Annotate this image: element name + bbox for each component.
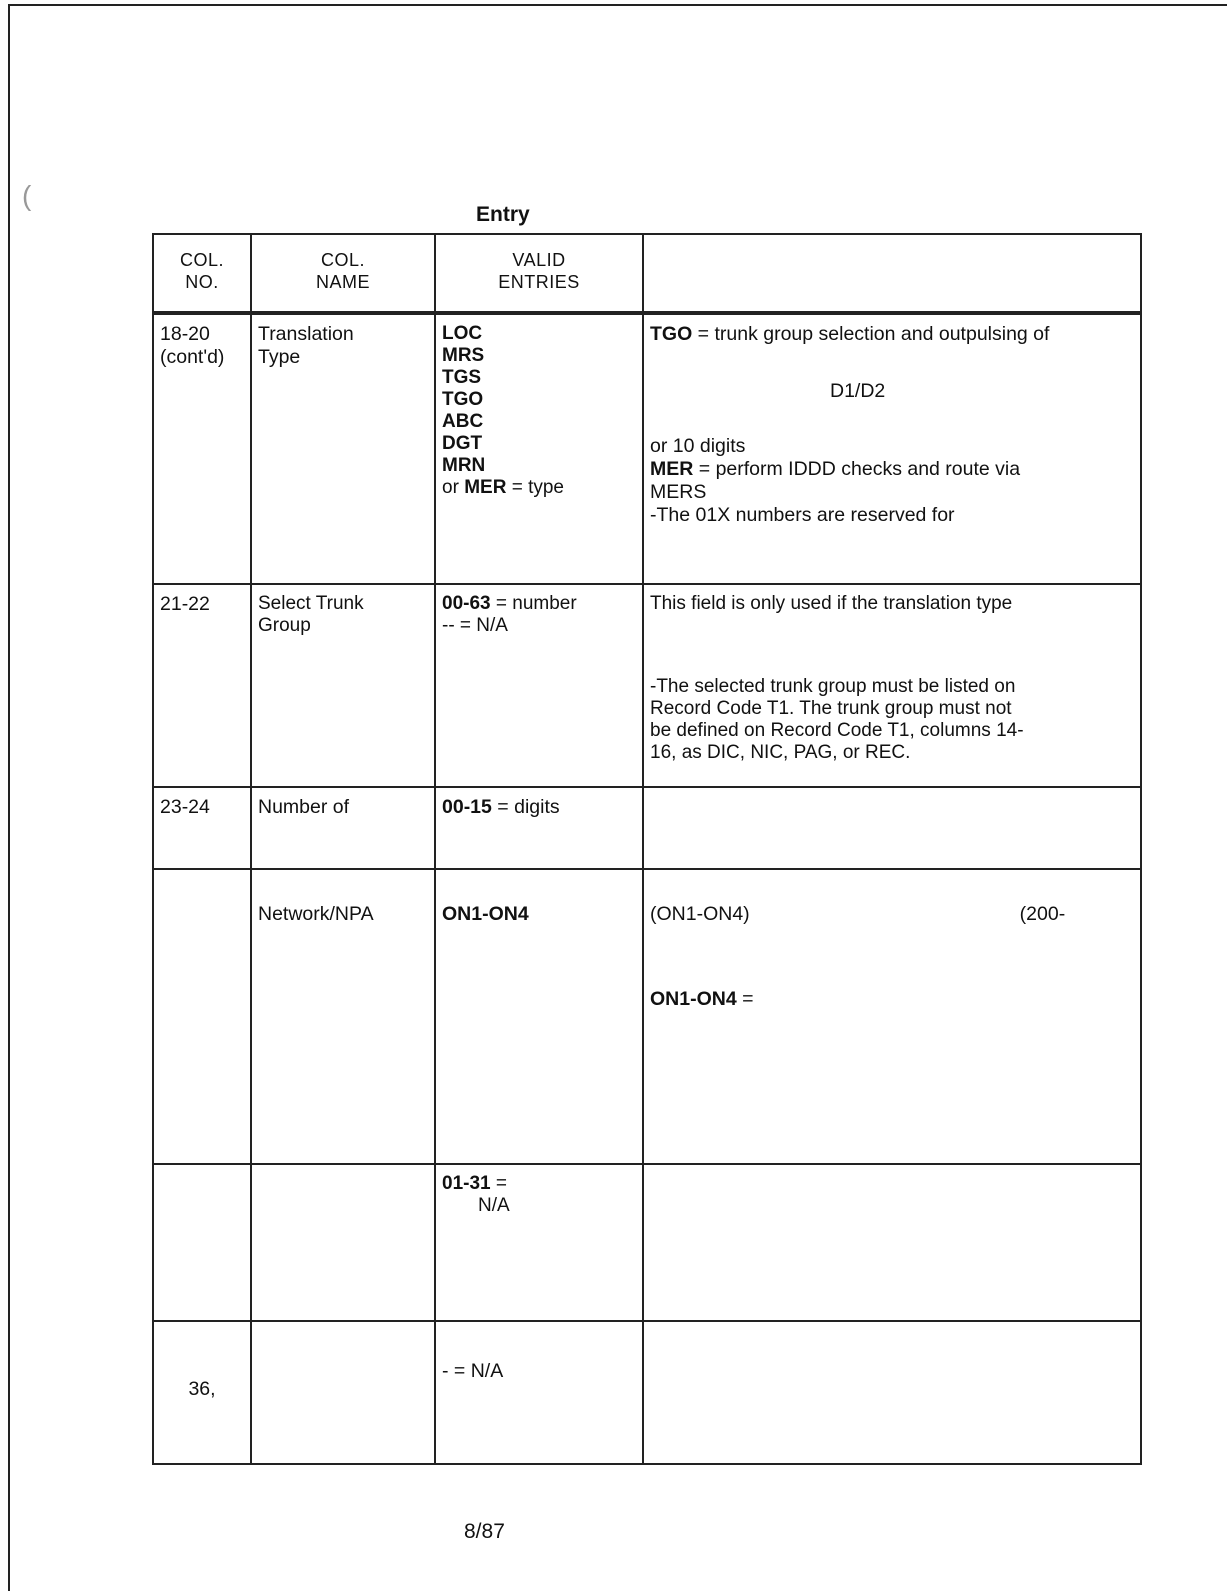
row1-col-no xyxy=(154,315,250,583)
desc-on1-on4 xyxy=(650,988,1134,1011)
row1-col-no-line1: 18-20 xyxy=(160,323,210,345)
row2-description xyxy=(642,585,1140,786)
valid-mer-rest: = type xyxy=(506,477,564,498)
row6-col-no-line1: 36, xyxy=(188,1378,216,1400)
row5-col-name xyxy=(250,1165,434,1320)
row4-col-no xyxy=(154,870,250,1163)
row5-description xyxy=(642,1165,1140,1320)
valid-00-15-code: 00-15 xyxy=(442,796,492,818)
row3-col-no xyxy=(154,788,250,868)
table-row xyxy=(154,315,1140,585)
row4-description xyxy=(642,870,1140,1163)
valid-mer-prefix: or xyxy=(442,477,465,498)
header-valid-line2: ENTRIES xyxy=(498,272,580,292)
desc-01x: -The 01X numbers are reserved for xyxy=(650,504,955,526)
header-description xyxy=(642,235,1140,311)
row4-valid xyxy=(434,870,642,1163)
valid-na: -- = N/A xyxy=(442,615,508,636)
scan-border-left xyxy=(8,4,10,1591)
row6-valid xyxy=(434,1322,642,1463)
row2-col-name xyxy=(250,585,434,786)
desc-tgo-code: TGO xyxy=(650,323,693,345)
valid-00-63-code: 00-63 xyxy=(442,593,491,614)
row3-col-name-line1: Number of xyxy=(258,796,350,818)
row6-col-no xyxy=(154,1322,250,1463)
table-row xyxy=(154,788,1140,870)
desc-mer-text: = perform IDDD checks and route via xyxy=(693,458,1021,480)
desc-mer xyxy=(650,458,1134,481)
desc-translation-type: This field is only used if the translation type xyxy=(650,593,1013,614)
valid-00-15-text: = digits xyxy=(491,796,560,818)
desc-d1d2: D1/D2 xyxy=(830,380,886,402)
valid-abc: ABC xyxy=(442,411,484,432)
desc-on-range xyxy=(650,903,1134,926)
table-header-row xyxy=(154,235,1140,315)
row4-col-name xyxy=(250,870,434,1163)
desc-tgo-text: = trunk group selection and outpulsing of xyxy=(692,323,1050,345)
valid-00-63 xyxy=(442,593,636,615)
row6-description xyxy=(642,1322,1140,1463)
valid-00-63-text: = number xyxy=(490,593,577,614)
table-row xyxy=(154,870,1140,1165)
desc-mer-code: MER xyxy=(650,458,694,480)
valid-01-31-code: 01-31 xyxy=(442,1173,491,1194)
scan-speck: ( xyxy=(22,180,32,211)
scan-border-top xyxy=(8,4,1227,6)
row3-col-name xyxy=(250,788,434,868)
valid-tgs: TGS xyxy=(442,367,482,388)
row1-col-name xyxy=(250,315,434,583)
header-col-name-line1: COL. xyxy=(320,250,365,270)
valid-mrn: MRN xyxy=(442,455,486,476)
header-col-no xyxy=(154,235,250,311)
row2-col-name-line2: Group xyxy=(258,615,311,636)
desc-200: (200- xyxy=(1019,903,1066,925)
valid-00-15 xyxy=(442,796,636,819)
valid-tgo: TGO xyxy=(442,389,484,410)
valid-loc: LOC xyxy=(442,323,483,344)
table-row xyxy=(154,585,1140,788)
row1-col-no-line2: (cont'd) xyxy=(160,346,225,368)
row4-col-name-line1: Network/NPA xyxy=(258,903,374,925)
row2-col-no xyxy=(154,585,250,786)
entry-title: Entry xyxy=(476,203,530,226)
desc-trunk-listed: -The selected trunk group must be listed on xyxy=(650,676,1016,697)
desc-defined: be defined on Record Code T1, columns 14- xyxy=(650,720,1024,741)
entry-table xyxy=(152,233,1142,1465)
desc-10-digits: or 10 digits xyxy=(650,435,746,457)
valid-dgt: DGT xyxy=(442,433,483,454)
row5-valid xyxy=(434,1165,642,1320)
valid-on1-on4: ON1-ON4 xyxy=(442,903,529,925)
page-footer-date: 8/87 xyxy=(464,1520,505,1543)
header-col-name xyxy=(250,235,434,311)
desc-mers: MERS xyxy=(650,481,707,503)
desc-dic-nic: 16, as DIC, NIC, PAG, or REC. xyxy=(650,742,911,763)
row3-description xyxy=(642,788,1140,868)
desc-record-code: Record Code T1. The trunk group must not xyxy=(650,698,1012,719)
row2-col-no-line1: 21-22 xyxy=(160,593,210,615)
valid-dash-na: - = N/A xyxy=(442,1360,504,1382)
row2-valid xyxy=(434,585,642,786)
header-col-no-line1: COL. xyxy=(179,250,224,270)
desc-tgo xyxy=(650,323,1134,346)
header-valid-entries xyxy=(434,235,642,311)
header-valid-line1: VALID xyxy=(512,250,566,270)
row3-col-no-line1: 23-24 xyxy=(160,796,210,818)
row1-description xyxy=(642,315,1140,583)
row1-col-name-line2: Type xyxy=(258,346,301,368)
desc-on1-on4-code: ON1-ON4 xyxy=(650,988,737,1010)
valid-01-31 xyxy=(442,1173,636,1195)
row1-col-name-line1: Translation xyxy=(258,323,354,345)
row1-valid xyxy=(434,315,642,583)
row6-col-name xyxy=(250,1322,434,1463)
valid-mer-code: MER xyxy=(464,477,507,498)
valid-01-31-equals: = xyxy=(490,1173,507,1194)
header-col-no-line2: NO. xyxy=(185,272,219,292)
table-row xyxy=(154,1165,1140,1322)
header-col-name-line2: NAME xyxy=(315,272,370,292)
desc-on1-on4-equals: = xyxy=(736,988,754,1010)
row5-col-no xyxy=(154,1165,250,1320)
valid-01-31-na: N/A xyxy=(478,1195,510,1216)
valid-mrs: MRS xyxy=(442,345,485,366)
row2-col-name-line1: Select Trunk xyxy=(258,593,364,614)
table-row xyxy=(154,1322,1140,1463)
row3-valid xyxy=(434,788,642,868)
desc-on-paren: (ON1-ON4) xyxy=(650,903,750,925)
valid-mer xyxy=(442,477,636,499)
